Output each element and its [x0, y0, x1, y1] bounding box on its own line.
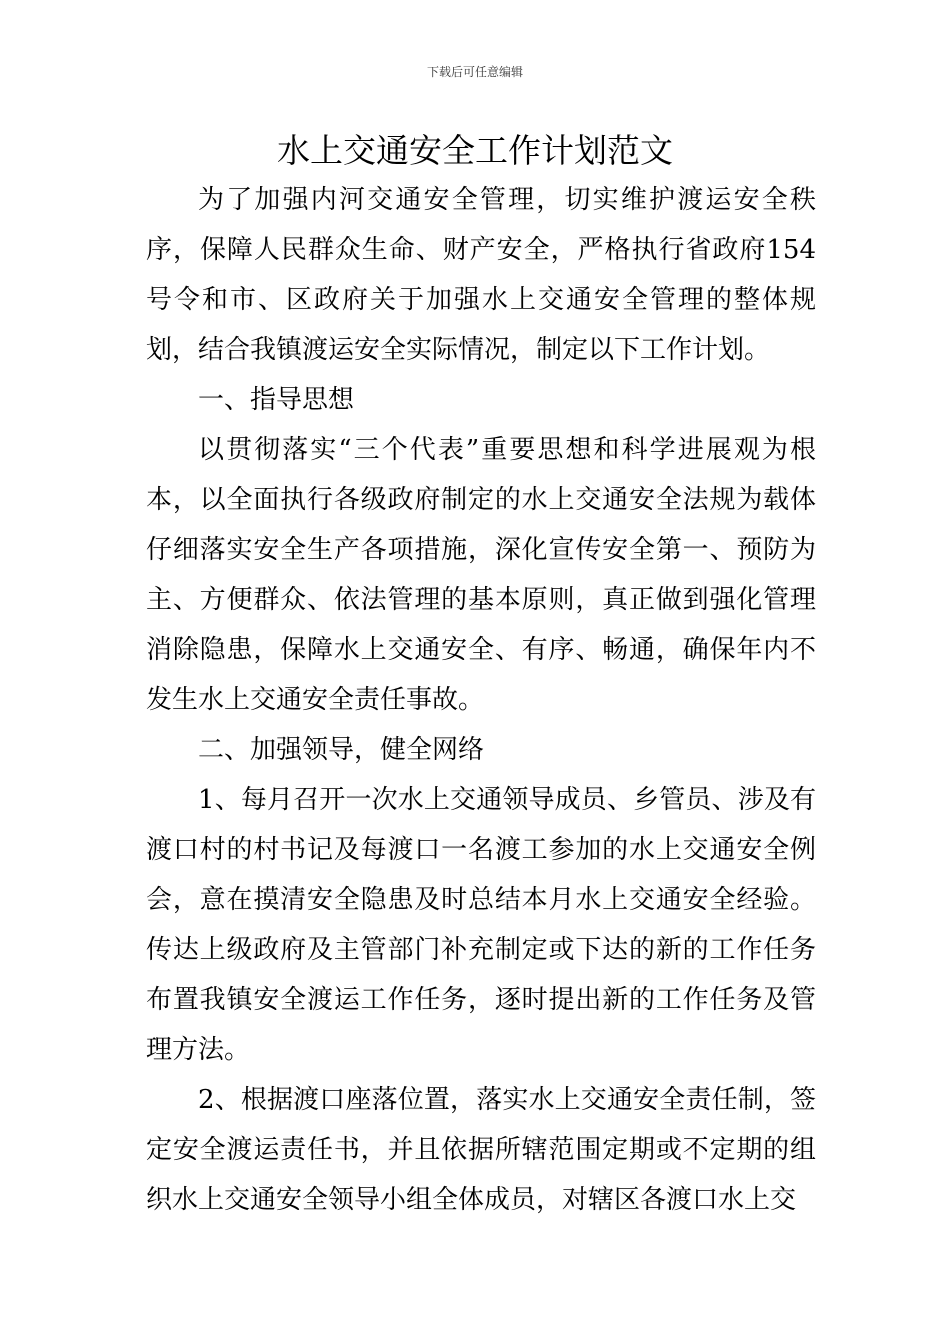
paragraph-item-1: 1、每月召开一次水上交通领导成员、乡管员、涉及有渡口村的村书记及每渡口一名渡工参加的水上交通安全例会，意在摸清安全隐患及时总结本月水上交通安全经验。传达上级政府及主管部门补充制定或下达的新的工作任务布置我镇安全渡运工作任务，逐时提出新的工作任务及管理方法。 — [146, 785, 816, 1065]
paragraph-guiding-ideology: 以贯彻落实“三个代表”重要思想和科学进展观为根本，以全面执行各级政府制定的水上交通安全法规为载体仔细落实安全生产各项措施，深化宣传安全第一、预防为主、方便群众、依法管理的基本原则，真正做到强化管理消除隐患，保障水上交通安全、有序、畅通，确保年内不发生水上交通安全责任事故。 — [146, 435, 816, 715]
paragraph-item-2: 2、根据渡口座落位置，落实水上交通安全责任制，签定安全渡运责任书，并且依据所辖范围定期或不定期的组织水上交通安全领导小组全体成员，对辖区各渡口水上交 — [146, 1085, 816, 1215]
section-heading-leadership: 二、加强领导，健全网络 — [198, 735, 485, 765]
paragraph-intro: 为了加强内河交通安全管理，切实维护渡运安全秩序，保障人民群众生命、财产安全，严格执行省政府154号令和市、区政府关于加强水上交通安全管理的整体规划，结合我镇渡运安全实际情况，制定以下工作计划。 — [146, 185, 816, 365]
section-heading-guiding-ideology: 一、指导思想 — [198, 385, 355, 415]
document-title: 水上交通安全工作计划范文 — [277, 131, 673, 170]
document-body — [146, 175, 816, 1225]
header-note: 下载后可任意编辑 — [426, 65, 523, 79]
